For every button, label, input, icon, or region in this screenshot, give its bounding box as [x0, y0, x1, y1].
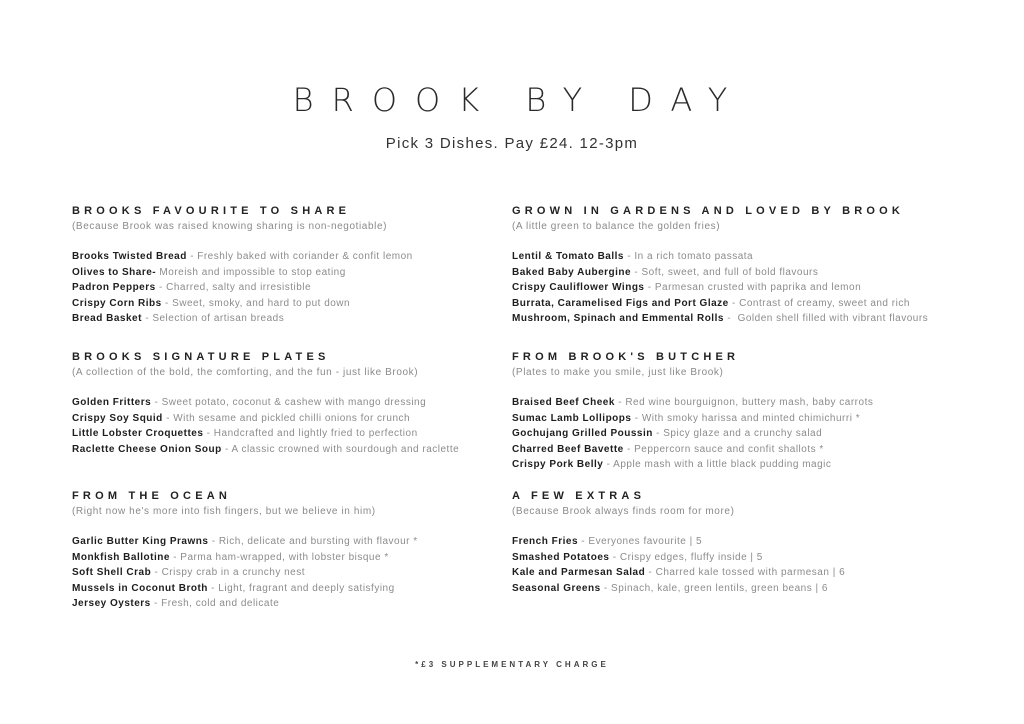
- dish-description: Soft, sweet, and full of bold flavours: [641, 266, 819, 278]
- separator: -: [151, 567, 162, 579]
- separator: -: [728, 297, 740, 309]
- menu-item: [72, 596, 492, 612]
- dish-name: Gochujang Grilled Poussin: [512, 428, 653, 440]
- menu-item: [512, 265, 982, 281]
- menu-item: [512, 280, 982, 296]
- section-title: FROM BROOK'S BUTCHER: [512, 351, 740, 363]
- section-note: (A collection of the bold, the comforting, and the fun - just like Brook): [72, 367, 419, 378]
- menu-item: [512, 411, 982, 427]
- dish-description: Freshly baked with coriander & confit lemon: [197, 251, 413, 262]
- menu-item: [72, 534, 492, 550]
- dish-description: Contrast of creamy, sweet and rich: [739, 297, 910, 309]
- menu-item: [72, 426, 492, 442]
- separator: -: [150, 598, 162, 610]
- section-ocean: [72, 488, 492, 634]
- dish-name: Soft Shell Crab: [72, 567, 152, 579]
- separator: -: [609, 551, 620, 563]
- separator: -: [186, 251, 198, 262]
- menu-item: [512, 395, 982, 411]
- dish-name: Mushroom, Spinach and Emmental Rolls: [512, 313, 724, 325]
- dish-name: French Fries: [512, 536, 579, 547]
- separator: -: [614, 397, 626, 408]
- dish-name: Little Lobster Croquettes: [72, 428, 204, 440]
- dish-name: Crispy Soy Squid: [72, 412, 163, 424]
- menu-item: [512, 581, 982, 597]
- item-list: [72, 249, 492, 327]
- left-column: [72, 203, 492, 634]
- separator: -: [644, 282, 655, 294]
- separator: -: [645, 567, 656, 579]
- section-note: (Right now he's more into fish fingers, but we believe in him): [72, 506, 376, 517]
- separator: -: [151, 397, 162, 408]
- menu-item: [72, 249, 492, 265]
- menu-item: [512, 426, 982, 442]
- separator: -: [631, 266, 642, 278]
- dish-name: Monkfish Ballotine: [72, 551, 170, 563]
- menu-item: [72, 280, 492, 296]
- dish-description: Selection of artisan breads: [152, 313, 285, 325]
- dish-name: Charred Beef Bavette: [512, 443, 624, 455]
- menu-item: [72, 565, 492, 581]
- section-note: (Because Brook always finds room for more): [512, 506, 735, 517]
- menu-subtitle: Pick 3 Dishes. Pay £24. 12-3pm: [385, 135, 639, 152]
- section-title: BROOKS SIGNATURE PLATES: [72, 351, 330, 363]
- menu-item: [72, 550, 492, 566]
- dish-name: Seasonal Greens: [512, 582, 601, 594]
- separator: -: [221, 443, 232, 455]
- section-share: [72, 203, 492, 349]
- dish-description: Apple mash with a little black pudding magic: [613, 459, 832, 471]
- menu-item: [72, 411, 492, 427]
- dish-name: Braised Beef Cheek: [512, 397, 615, 408]
- dish-name: Jersey Oysters: [72, 598, 151, 610]
- menu-item: [512, 565, 982, 581]
- dish-name: Padron Peppers: [72, 282, 156, 294]
- menu-item: [72, 442, 492, 458]
- separator: -: [723, 313, 738, 325]
- dish-name: Raclette Cheese Onion Soup: [72, 443, 222, 455]
- dish-description: Light, fragrant and deeply satisfying: [218, 582, 395, 594]
- dish-description: With sesame and pickled chilli onions for crunch: [173, 412, 411, 424]
- menu-item: [512, 550, 982, 566]
- section-extras: [512, 488, 982, 634]
- dish-name: Crispy Cauliflower Wings: [512, 282, 645, 294]
- menu-item: [512, 442, 982, 458]
- menu-item: [512, 457, 982, 473]
- dish-description: Red wine bourguignon, buttery mash, baby carrots: [625, 397, 874, 408]
- dish-name: Bread Basket: [72, 313, 142, 325]
- dish-name: Golden Fritters: [72, 397, 152, 408]
- separator: -: [603, 459, 614, 471]
- section-note: (A little green to balance the golden fries): [512, 221, 721, 232]
- separator: -: [169, 551, 181, 563]
- dish-description: Spicy glaze and a crunchy salad: [663, 428, 823, 440]
- section-note: (Plates to make you smile, just like Brook): [512, 367, 724, 378]
- dish-description: Everyones favourite | 5: [588, 536, 703, 547]
- supplementary-charge-note: *£3 SUPPLEMENTARY CHARGE: [415, 660, 609, 669]
- section-title: GROWN IN GARDENS AND LOVED BY BROOK: [512, 205, 905, 217]
- dish-description: Parma ham-wrapped, with lobster bisque *: [180, 551, 389, 563]
- section-title: FROM THE OCEAN: [72, 490, 232, 502]
- dish-description: Crispy edges, fluffy inside | 5: [619, 551, 763, 563]
- section-gardens: [512, 203, 982, 349]
- separator: -: [161, 297, 173, 309]
- menu-item: [512, 534, 982, 550]
- menu-item: [72, 311, 492, 327]
- item-list: [72, 534, 492, 612]
- dish-name: Crispy Corn Ribs: [72, 297, 162, 309]
- separator: -: [652, 428, 664, 440]
- menu-item: [72, 296, 492, 312]
- dish-name: Mussels in Coconut Broth: [72, 582, 208, 594]
- section-signature: [72, 349, 492, 488]
- dish-description: In a rich tomato passata: [634, 251, 754, 262]
- section-note: (Because Brook was raised knowing sharing is non-negotiable): [72, 221, 388, 232]
- dish-name: Smashed Potatoes: [512, 551, 610, 563]
- item-list: [512, 249, 982, 327]
- dish-description: Charred kale tossed with parmesan | 6: [655, 567, 846, 579]
- separator: -: [600, 582, 612, 594]
- separator: -: [141, 313, 153, 325]
- separator: -: [155, 282, 167, 294]
- dish-name: Baked Baby Aubergine: [512, 266, 632, 278]
- dish-name: Garlic Butter King Prawns: [72, 536, 209, 547]
- item-list: [512, 534, 982, 596]
- section-title: BROOKS FAVOURITE TO SHARE: [72, 205, 351, 217]
- menu-item: [512, 249, 982, 265]
- dish-description: Moreish and impossible to stop eating: [159, 266, 346, 278]
- dish-description: Spinach, kale, green lentils, green beans | 6: [611, 582, 828, 594]
- menu-item: [72, 581, 492, 597]
- dish-name: Olives to Share-: [72, 266, 157, 278]
- separator: -: [624, 251, 635, 262]
- menu-title: BROOK BY DAY: [292, 81, 746, 119]
- separator: -: [631, 412, 642, 424]
- dish-description: Sweet, smoky, and hard to put down: [172, 297, 351, 309]
- dish-name: Burrata, Caramelised Figs and Port Glaze: [512, 297, 729, 309]
- dish-name: Crispy Pork Belly: [512, 459, 604, 471]
- section-butcher: [512, 349, 982, 488]
- menu-item: [512, 296, 982, 312]
- dish-name: Sumac Lamb Lollipops: [512, 412, 632, 424]
- dish-description: Charred, salty and irresistible: [166, 282, 312, 294]
- menu-item: [72, 265, 492, 281]
- dish-description: Fresh, cold and delicate: [161, 598, 280, 610]
- separator: -: [623, 443, 635, 455]
- dish-name: Kale and Parmesan Salad: [512, 567, 646, 579]
- dish-description: Parmesan crusted with paprika and lemon: [654, 282, 862, 294]
- item-list: [512, 395, 982, 473]
- separator: -: [578, 536, 589, 547]
- dish-name: Brooks Twisted Bread: [72, 251, 187, 262]
- separator: -: [203, 428, 214, 440]
- separator: -: [162, 412, 174, 424]
- dish-description: With smoky harissa and minted chimichurri *: [641, 412, 861, 424]
- dish-name: Lentil & Tomato Balls: [512, 251, 624, 262]
- dish-description: Peppercorn sauce and confit shallots *: [634, 443, 824, 455]
- section-title: A FEW EXTRAS: [512, 490, 646, 502]
- separator: -: [208, 536, 219, 547]
- dish-description: A classic crowned with sourdough and raclette: [231, 443, 460, 455]
- dish-description: Golden shell filled with vibrant flavours: [737, 313, 929, 325]
- separator: -: [207, 582, 219, 594]
- dish-description: Rich, delicate and bursting with flavour *: [218, 536, 418, 547]
- dish-description: Sweet potato, coconut & cashew with mango dressing: [161, 397, 427, 408]
- menu-item: [72, 395, 492, 411]
- dish-description: Handcrafted and lightly fried to perfection: [213, 428, 418, 440]
- dish-description: Crispy crab in a crunchy nest: [161, 567, 306, 579]
- menu-item: [512, 311, 982, 327]
- right-column: [512, 203, 982, 634]
- item-list: [72, 395, 492, 457]
